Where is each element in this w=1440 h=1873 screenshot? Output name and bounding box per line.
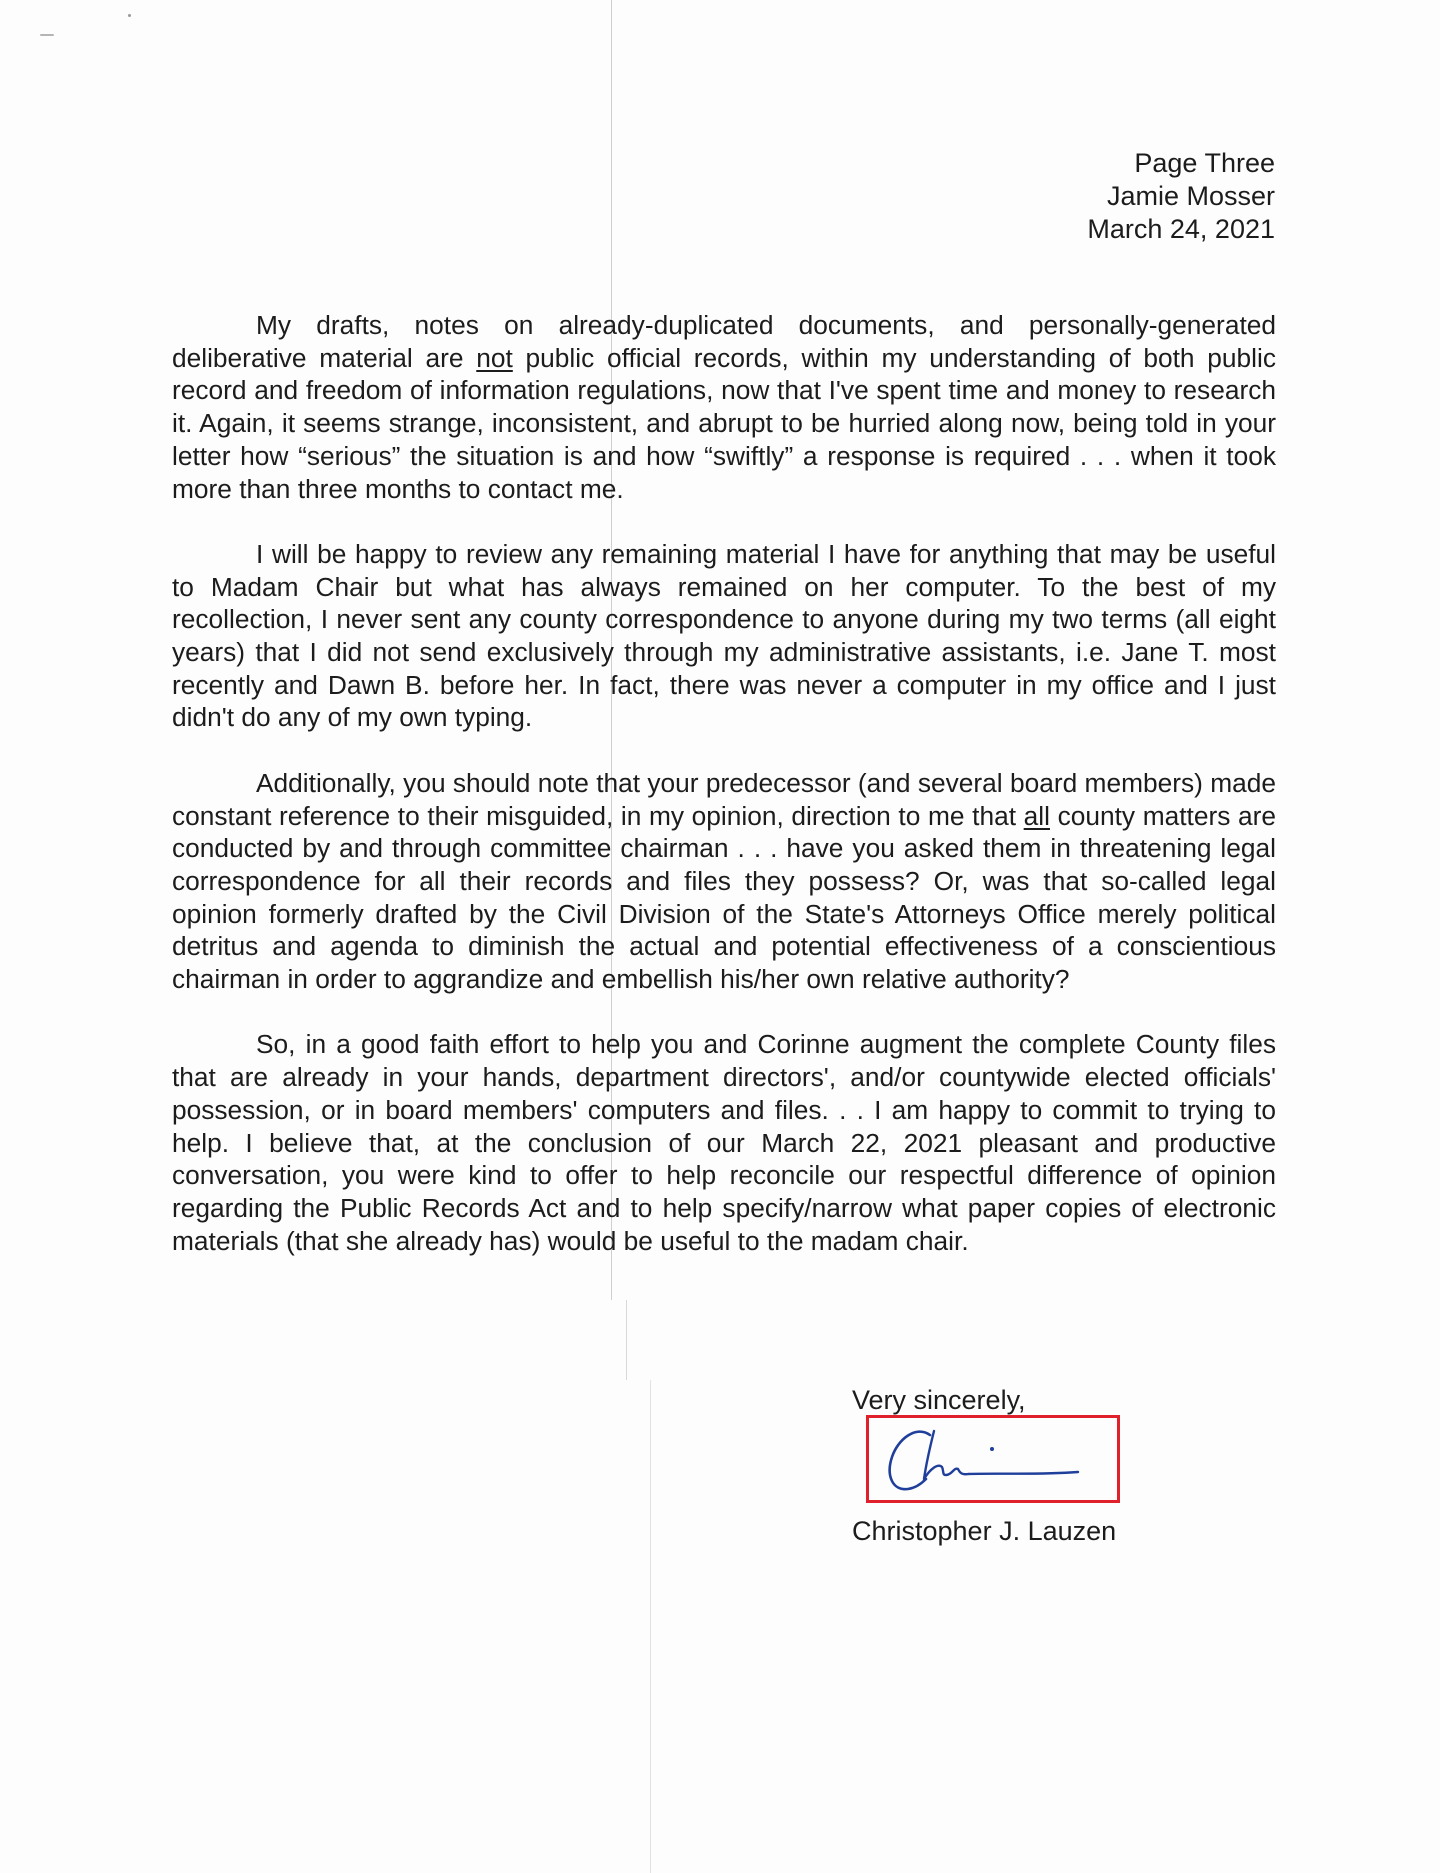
paragraph-3: Additionally, you should note that your predecessor (and several board members) made constant reference to their misguided, in my opinion, direction to me that all county matters are conducted by and through committee chairman . . . have you asked them in threatening legal correspondence for all their records and files they possess? Or, was that so-called legal opinion formerly drafted by the Civil Division of the State's Attorneys Office merely political detritus and agenda to diminish the actual and potential effectiveness of a conscientious chairman in order to aggrandize and embellish his/her own relative authority?	[172, 767, 1277, 995]
recipient-name: Jamie Mosser	[1106, 181, 1275, 211]
scan-speck	[128, 14, 131, 17]
paper-fold-line	[626, 1300, 627, 1380]
scan-speck	[40, 34, 54, 36]
signature-highlight-box	[866, 1415, 1120, 1503]
paper-fold-line	[650, 1380, 651, 1873]
signer-name: Christopher J. Lauzen	[852, 1516, 1117, 1546]
underlined-word: all	[1023, 800, 1050, 831]
paragraph-2: I will be happy to review any remaining material I have for anything that may be useful to Madam Chair but what has always remained on her computer. To the best of my recollection, I never sent any county correspondence to anyone during my two terms (all eight years) that I did not send exclusively through my administrative assistants, i.e. Jane T. most recently and Dawn B. before her. In fact, there was never a computer in my office and I just didn't do any of my own typing.	[172, 538, 1276, 733]
letter-header	[1087, 147, 1275, 246]
page-label: Page Three	[1134, 148, 1275, 178]
paragraph-1: My drafts, notes on already-duplicated documents, and personally-generated deliberative material are not public official records, within my understanding of both public record and freedom of information regulations, now that I've spent time and money to research it. Again, it seems strange, inconsistent, and abrupt to be hurried along now, being told in your letter how “serious” the situation is and how “swiftly” a response is required . . . when it took more than three months to contact me.	[172, 310, 1276, 504]
underlined-word: not	[476, 342, 513, 373]
closing-line: Very sincerely,	[852, 1385, 1026, 1415]
letter-body	[172, 309, 1276, 1290]
letter-date: March 24, 2021	[1087, 214, 1275, 244]
paragraph-4: So, in a good faith effort to help you and Corinne augment the complete County files that are already in your hands, department directors', and/or countywide elected officials' possession, or in board members' computers and files. . . I am happy to commit to trying to help. I believe that, at the conclusion of our March 22, 2021 pleasant and productive conversation, you were kind to offer to help reconcile our respectful difference of opinion regarding the Public Records Act and to help specify/narrow what paper copies of electronic materials (that she already has) would be useful to the madam chair.	[172, 1029, 1276, 1256]
